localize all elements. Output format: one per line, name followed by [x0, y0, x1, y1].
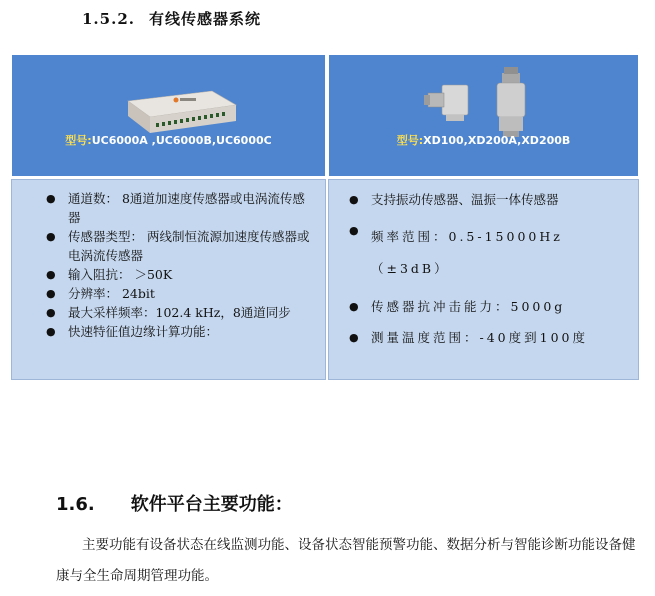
list-item [335, 297, 635, 316]
acquisition-spec-list [32, 189, 317, 341]
spec-text: 分辨率： 24bit [68, 286, 155, 301]
spec-text: 通道数： 8通道加速度传感器或电涡流传感器 [68, 191, 305, 225]
section-title: 软件平台主要功能： [130, 494, 293, 515]
bullet-icon: ● [349, 300, 362, 313]
spec-text: 快速特征值边缘计算功能： [68, 324, 219, 339]
spec-text: 传感器抗冲击能力：5000g [371, 299, 566, 314]
list-item [335, 328, 635, 347]
bullet-icon: ● [46, 268, 56, 281]
section-number: 1.5.2. [82, 10, 135, 28]
section-number: 1.6. [56, 494, 95, 515]
body-paragraph: 主要功能有设备状态在线监测功能、设备状态智能预警功能、数据分析与智能诊断功能设备健康与全生命周期管理功能。 [56, 537, 636, 584]
left-model-label [12, 132, 325, 148]
spec-text: 支持振动传感器、温振一体传感器 [371, 192, 559, 207]
spec-text: 最大采样频率：102.4 kHz，8通道同步 [68, 305, 291, 320]
model-value: XD100,XD200A,XD200B [423, 134, 571, 147]
section-title: 有线传感器系统 [148, 10, 261, 28]
section-heading-1-5-2 [82, 8, 261, 29]
sensor-spec-list [335, 190, 635, 359]
spec-text: 输入阻抗： ＞50K [68, 267, 173, 282]
list-item [32, 322, 317, 341]
list-item [335, 221, 635, 285]
right-product-cell [328, 54, 639, 177]
spec-table [11, 54, 639, 380]
spec-text: 频率范围：0.5-15000Hz（±3dB） [371, 229, 563, 276]
acquisition-device-image [120, 83, 238, 135]
spec-text: 测量温度范围：-40度到100度 [371, 330, 588, 345]
list-item [32, 284, 317, 303]
left-product-cell [11, 54, 326, 177]
list-item [335, 190, 635, 209]
left-spec-cell [11, 179, 326, 380]
bullet-icon: ● [46, 325, 56, 338]
section-heading-1-6 [56, 490, 293, 516]
list-item [32, 227, 317, 265]
bullet-icon: ● [349, 331, 362, 344]
spec-text: 传感器类型： 两线制恒流源加速度传感器或电涡流传感器 [68, 229, 310, 263]
bullet-icon: ● [349, 224, 362, 237]
model-value: UC6000A ,UC6000B,UC6000C [91, 134, 272, 147]
bullet-icon: ● [46, 306, 56, 319]
bullet-icon: ● [349, 193, 359, 206]
model-key: 型号: [396, 134, 424, 147]
list-item [32, 303, 317, 322]
list-item [32, 265, 317, 284]
right-model-label [329, 132, 638, 148]
list-item [32, 189, 317, 227]
bullet-icon: ● [46, 192, 56, 205]
bullet-icon: ● [46, 230, 56, 243]
right-spec-cell [328, 179, 639, 380]
bullet-icon: ● [46, 287, 56, 300]
model-key: 型号: [65, 134, 92, 147]
